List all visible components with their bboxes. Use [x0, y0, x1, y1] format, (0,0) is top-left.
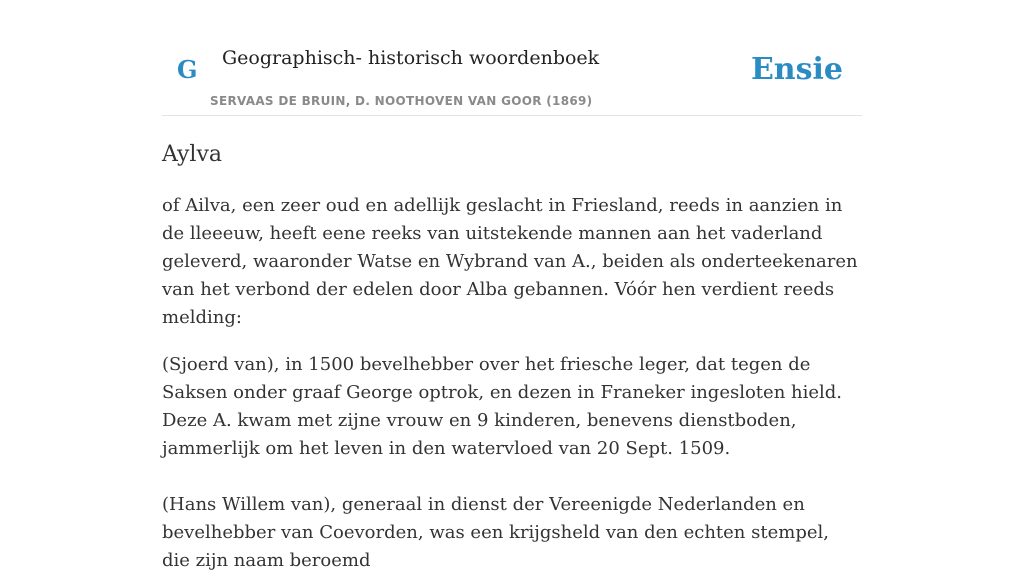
header	[162, 0, 862, 116]
entry-content	[162, 138, 862, 575]
ensie-logo-link[interactable]: Ensie	[750, 52, 843, 87]
entry-title: Aylva	[162, 142, 223, 167]
book-author-meta: SERVAAS DE BRUIN, D. NOOTHOVEN VAN GOOR (1869)	[210, 94, 593, 108]
entry-paragraph: (Hans Willem van), generaal in dienst der Vereenigde Nederlanden en bevelhebber van Coevorden, was een krijgsheld van den echten stempel, die zijn naam beroemd	[162, 494, 829, 571]
entry-paragraph: (Sjoerd van), in 1500 bevelhebber over het friesche leger, dat tegen de Saksen onder graaf George optrok, en dezen in Franeker ingesloten hield. Deze A. kwam met zijne vrouw en 9 kinderen, benevens dienstboden, jammerlijk om het leven in den watervloed van 20 Sept. 1509.	[162, 354, 843, 459]
book-title-link[interactable]: Geographisch- historisch woordenboek	[222, 47, 600, 69]
book-icon: G	[177, 55, 198, 84]
entry-paragraph: of Ailva, een zeer oud en adellijk geslacht in Friesland, reeds in aanzien in de lleeeuw, heeft eene reeks van uitstekende mannen aan het vaderland geleverd, waaronder Watse en Wybrand van A., beiden als onderteekenaren van het verbond der edelen door Alba gebannen. Vóór hen verdient reeds melding:	[162, 195, 858, 328]
